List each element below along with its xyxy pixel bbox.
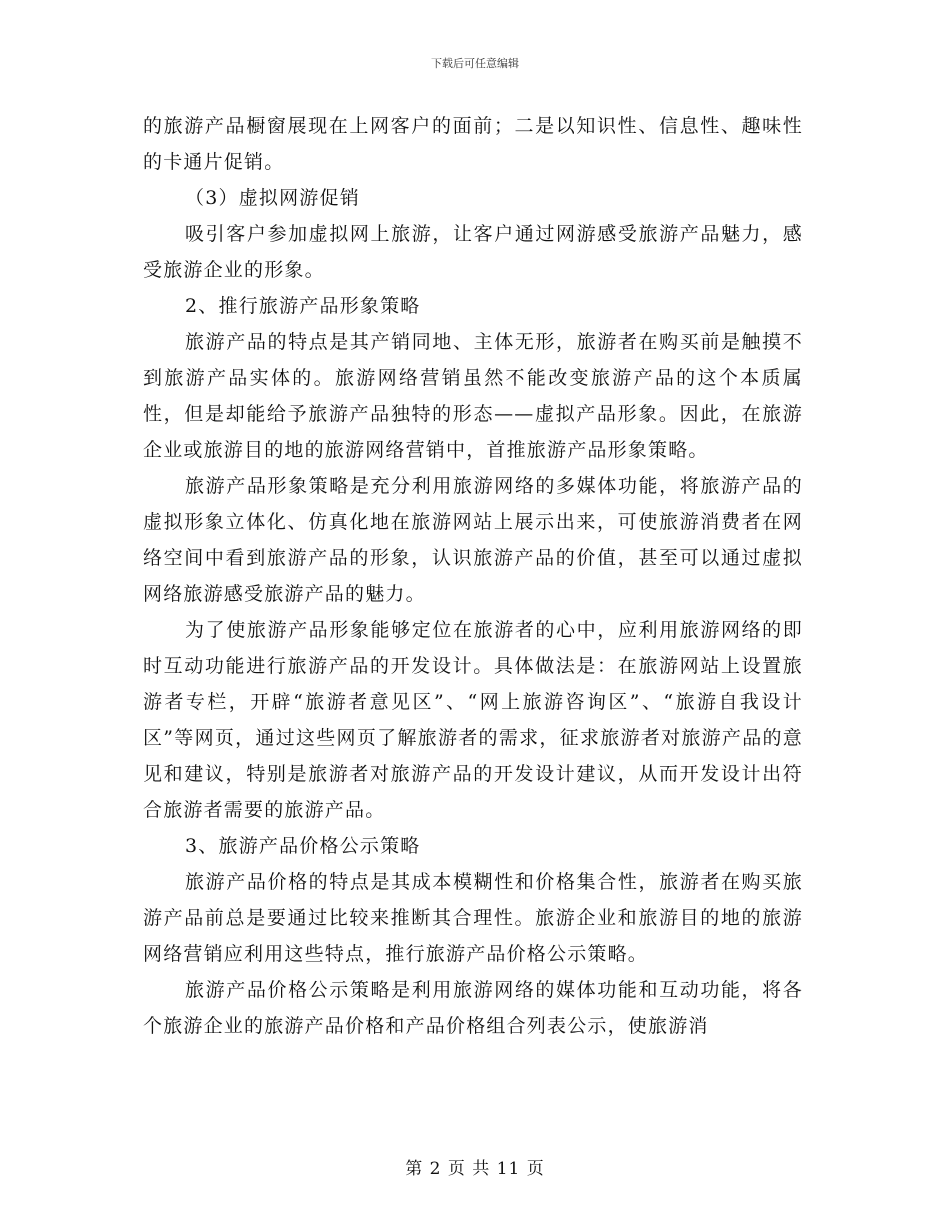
paragraph-2: （3）虚拟网游促销	[185, 187, 360, 209]
paragraph-6: 旅游产品形象策略是充分利用旅游网络的多媒体功能，将旅游产品的虚拟形象立体化、仿真化地在旅游网站上展示出来，可使旅游消费者在网络空间中看到旅游产品的形象，认识旅游产品的价值，甚至可以通过虚拟网络旅游感受旅游产品的魅力。	[143, 475, 803, 605]
paragraph-1: 的旅游产品橱窗展现在上网客户的面前；二是以知识性、信息性、趣味性的卡通片促销。	[143, 115, 803, 173]
paragraph-4: 2、推行旅游产品形象策略	[185, 295, 421, 317]
paragraph-10: 旅游产品价格公示策略是利用旅游网络的媒体功能和互动功能，将各个旅游企业的旅游产品价格和产品价格组合列表公示，使旅游消	[143, 979, 803, 1037]
paragraph-8: 3、旅游产品价格公示策略	[185, 835, 421, 857]
paragraph-3: 吸引客户参加虚拟网上旅游，让客户通过网游感受旅游产品魅力，感受旅游企业的形象。	[143, 223, 803, 281]
paragraph-9: 旅游产品价格的特点是其成本模糊性和价格集合性，旅游者在购买旅游产品前总是要通过比较来推断其合理性。旅游企业和旅游目的地的旅游网络营销应利用这些特点，推行旅游产品价格公示策略。	[143, 871, 803, 965]
page-header: 下载后可任意编辑	[431, 57, 519, 70]
document-body	[143, 108, 803, 1044]
paragraph-7: 为了使旅游产品形象能够定位在旅游者的心中，应利用旅游网络的即时互动功能进行旅游产品的开发设计。具体做法是：在旅游网站上设置旅游者专栏，开辟“旅游者意见区”、“网上旅游咨询区”、“旅游自我设计区”等网页，通过这些网页了解旅游者的需求，征求旅游者对旅游产品的意见和建议，特别是旅游者对旅游产品的开发设计建议，从而开发设计出符合旅游者需要的旅游产品。	[143, 619, 803, 821]
page-footer: 第 2 页 共 11 页	[405, 1159, 545, 1179]
paragraph-5: 旅游产品的特点是其产销同地、主体无形，旅游者在购买前是触摸不到旅游产品实体的。旅游网络营销虽然不能改变旅游产品的这个本质属性，但是却能给予旅游产品独特的形态——虚拟产品形象。因此，在旅游企业或旅游目的地的旅游网络营销中，首推旅游产品形象策略。	[143, 331, 803, 461]
